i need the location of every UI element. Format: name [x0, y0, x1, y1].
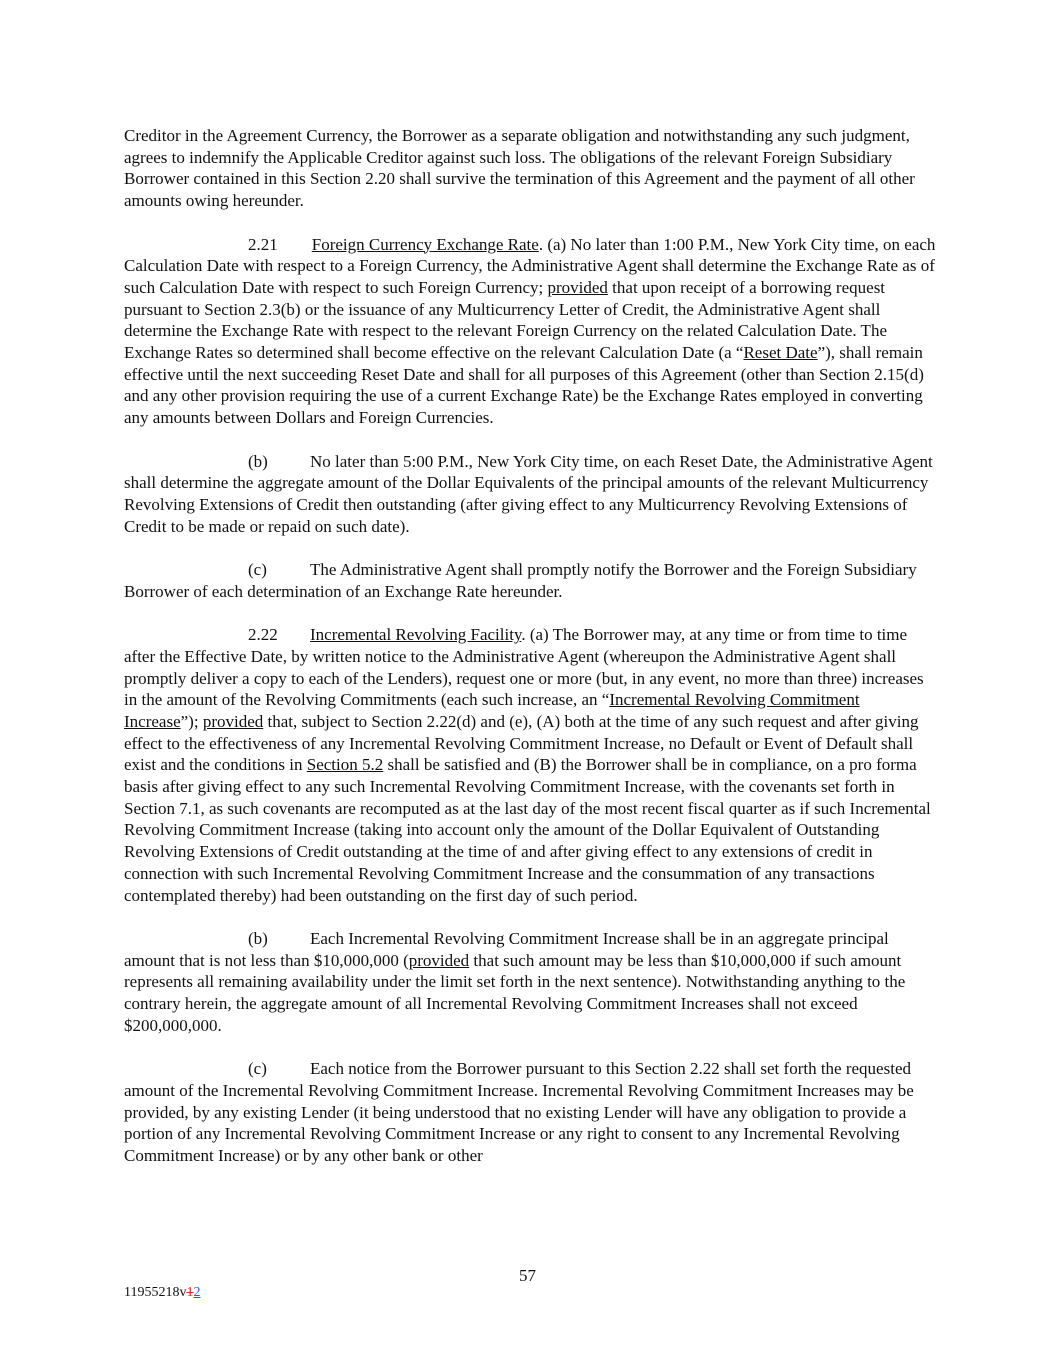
paragraph-section-2-22-c: (c) Each notice from the Borrower pursuant to this Section 2.22 shall set forth the requested amount of the Incremental Revolving Commitment Increase. Incremental Revolving Commitment Increases may be provided, by any existing Lender (it being understood that no existing Lender will have any obligation to provide a portion of any Incremental Revolving Commitment Increase or any right to consent to any Incremental Revolving Commitment Increase) or by any other bank or other [124, 1059, 914, 1165]
clause-label: (b) [248, 928, 268, 948]
defined-term: Incremental Revolving Commitment Increase [124, 690, 860, 731]
clause-label: (b) [248, 451, 268, 471]
document-id: 11955218v12 [124, 1285, 201, 1300]
document-body [124, 125, 936, 1188]
defined-term: provided [408, 950, 470, 970]
clause-label: (c) [248, 560, 267, 580]
cross-reference: Section 5.2 [306, 755, 384, 775]
paragraph-section-2-20-continuation: Creditor in the Agreement Currency, the Borrower as a separate obligation and notwithstanding any such judgment, agrees to indemnify the Applicable Creditor against such loss. The obligations of the relevant Foreign Subsidiary Borrower contained in this Section 2.20 shall survive the termination of this Agreement and the payment of all other amounts owing hereunder. [124, 126, 915, 211]
section-number: 2.21 [248, 234, 278, 254]
paragraph-section-2-21-a: 2.21 Foreign Currency Exchange Rate. (a) No later than 1:00 P.M., New York City time, on each Calculation Date with respect to a Foreign Currency, the Administrative Agent shall determine the Exchange Rate as of such Calculation Date with respect to such Foreign Currency; provided that upon receipt of a borrowing request pursuant to Section 2.3(b) or the issuance of any Multicurrency Letter of Credit, the Administrative Agent shall determine the Exchange Rate with respect to the relevant Foreign Currency on the related Calculation Date. The Exchange Rates so determined shall become effective on the relevant Calculation Date (a “Reset Date”), shall remain effective until the next succeeding Reset Date and shall for all purposes of this Agreement (other than Section 2.15(d) and any other provision requiring the use of a current Exchange Rate) be the Exchange Rates employed in converting any amounts between Dollars and Foreign Currencies. [124, 234, 936, 428]
defined-term: Reset Date [743, 343, 818, 363]
paragraph-section-2-22-b: (b) Each Incremental Revolving Commitment Increase shall be in an aggregate principal amount that is not less than $10,000,000 (provided that such amount may be less than $10,000,000 if such amount represents all remaining availability under the limit set forth in the next sentence). Notwithstanding anything to the contrary herein, the aggregate amount of all Incremental Revolving Commitment Increases shall not exceed $200,000,000. [124, 928, 906, 1035]
clause-label: (c) [248, 1059, 267, 1079]
deleted-revision: 1 [186, 1285, 194, 1300]
section-number: 2.22 [248, 625, 278, 645]
defined-term: provided [202, 711, 264, 731]
inserted-revision: 2 [193, 1285, 201, 1300]
section-heading: Incremental Revolving Facility [310, 625, 522, 645]
paragraph-section-2-21-b: (b) No later than 5:00 P.M., New York City time, on each Reset Date, the Administrative Agent shall determine the aggregate amount of the Dollar Equivalents of the principal amounts of the relevant Multicurrency Revolving Extensions of Credit then outstanding (after giving effect to any Multicurrency Revolving Extensions of Credit to be made or repaid on such date). [124, 451, 933, 536]
section-heading: Foreign Currency Exchange Rate [311, 234, 539, 254]
page-number: 57 [519, 1266, 536, 1285]
paragraph-section-2-21-c: (c) The Administrative Agent shall promptly notify the Borrower and the Foreign Subsidiary Borrower of each determination of an Exchange Rate hereunder. [124, 560, 917, 601]
defined-term: provided [547, 277, 608, 297]
paragraph-section-2-22-a: 2.22 Incremental Revolving Facility. (a) The Borrower may, at any time or from time to time after the Effective Date, by written notice to the Administrative Agent (whereupon the Administrative Agent shall promptly deliver a copy to each of the Lenders), request one or more (but, in any event, no more than three) increases in the amount of the Revolving Commitments (each such increase, an “Incremental Revolving Commitment Increase”); provided that, subject to Section 2.22(d) and (e), (A) both at the time of any such request and after giving effect to the effectiveness of any Incremental Revolving Commitment Increase, no Default or Event of Default shall exist and the conditions in Section 5.2 shall be satisfied and (B) the Borrower shall be in compliance, on a pro forma basis after giving effect to any such Incremental Revolving Commitment Increase, with the covenants set forth in Section 7.1, as such covenants are recomputed as at the last day of the most recent fiscal quarter as if such Incremental Revolving Commitment Increase (taking into account only the amount of the Dollar Equivalent of Outstanding Revolving Extensions of Credit outstanding at the time of and after giving effect to any extensions of credit in connection with such Incremental Revolving Commitment Increase and the consummation of any transactions contemplated thereby) had been outstanding on the first day of such period. [124, 625, 931, 905]
